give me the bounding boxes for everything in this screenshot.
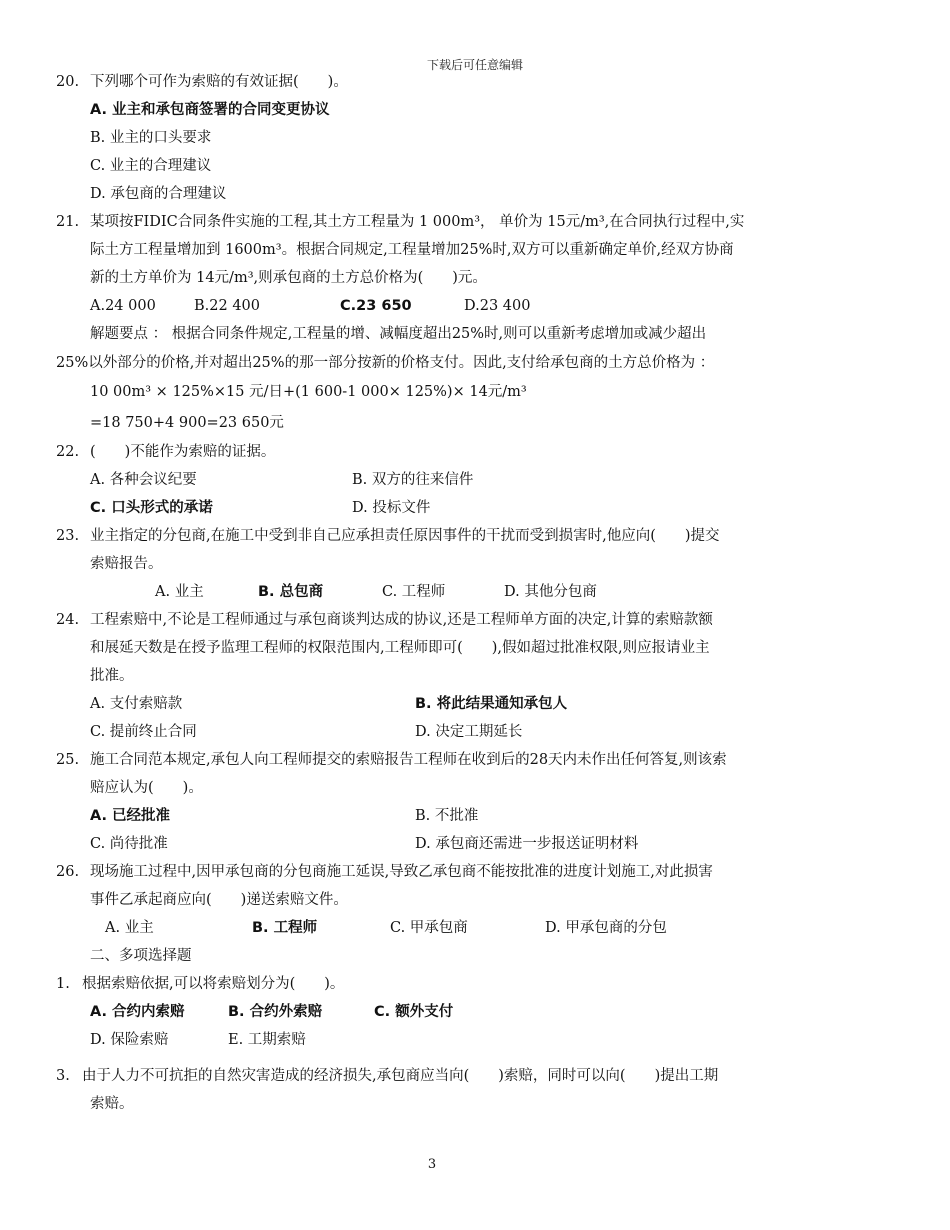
multi-question-3 (56, 1066, 718, 1086)
section-heading-multiple-choice: 二、多项选择题 (90, 948, 192, 964)
q24-option-c: C. 提前终止合同 (90, 724, 197, 740)
question-number: 25. (56, 752, 80, 768)
question-text-line-2: 赔应认为( )。 (90, 780, 203, 796)
question-22 (56, 442, 275, 462)
m1-option-a: A. 合约内索赔 (90, 1004, 185, 1020)
question-number: 26. (56, 864, 80, 880)
q21-option-b: B.22 400 (194, 298, 261, 314)
question-text-line-2: 和展延天数是在授予监理工程师的权限范围内,工程师即可( ),假如超过批准权限,则应报请业主 (90, 640, 710, 656)
multi-question-1 (56, 974, 344, 994)
q24-option-b: B. 将此结果通知承包人 (415, 696, 568, 712)
q23-option-a: A. 业主 (155, 584, 204, 600)
question-24 (56, 610, 713, 630)
q22-option-d: D. 投标文件 (352, 500, 431, 516)
explanation-result: =18 750+4 900=23 650元 (90, 415, 284, 431)
q20-option-c: C. 业主的合理建议 (90, 158, 212, 174)
question-text: ( )不能作为索赔的证据。 (90, 444, 276, 460)
question-text-line-2: 际土方工程量增加到 1600m³。根据合同规定,工程量增加25%时,双方可以重新确定单价,经双方协商 (90, 242, 734, 258)
question-text-line-2: 索赔报告。 (90, 556, 163, 572)
question-23 (56, 526, 720, 546)
q26-option-b: B. 工程师 (252, 920, 318, 936)
q21-option-d: D.23 400 (464, 298, 531, 314)
explanation-line-2: 25%以外部分的价格,并对超出25%的那一部分按新的价格支付。因此,支付给承包商的土方总价格为 ： (56, 355, 715, 371)
q20-option-a: A. 业主和承包商签署的合同变更协议 (90, 102, 330, 118)
q22-option-b: B. 双方的往来信件 (352, 472, 474, 488)
question-text: 根据索赔依据,可以将索赔划分为( )。 (82, 976, 345, 992)
q24-option-d: D. 决定工期延长 (415, 724, 523, 740)
m1-option-e: E. 工期索赔 (228, 1032, 306, 1048)
question-number: 3. (56, 1068, 70, 1084)
q26-option-c: C. 甲承包商 (390, 920, 468, 936)
question-number: 20. (56, 74, 80, 90)
question-20 (56, 72, 348, 92)
question-text-line-1: 业主指定的分包商,在施工中受到非自己应承担责任原因事件的干扰而受到损害时,他应向( )提交 (90, 528, 720, 544)
m1-option-d: D. 保险索赔 (90, 1032, 169, 1048)
q22-option-c: C. 口头形式的承诺 (90, 500, 213, 516)
q25-option-a: A. 已经批准 (90, 808, 171, 824)
q21-option-a: A.24 000 (90, 298, 156, 314)
q25-option-c: C. 尚待批准 (90, 836, 168, 852)
question-number: 22. (56, 444, 80, 460)
q21-option-c: C.23 650 (340, 298, 412, 314)
question-25 (56, 750, 727, 770)
question-number: 24. (56, 612, 80, 628)
question-number: 23. (56, 528, 80, 544)
q23-option-d: D. 其他分包商 (504, 584, 597, 600)
question-text-line-1: 施工合同范本规定,承包人向工程师提交的索赔报告工程师在收到后的28天内未作出任何答复,则该索 (90, 752, 727, 768)
question-text-line-3: 批准。 (90, 668, 134, 684)
q23-option-b: B. 总包商 (258, 584, 324, 600)
question-number: 21. (56, 214, 80, 230)
question-text-line-1: 某项按FIDIC合同条件实施的工程,其土方工程量为 1 000m³， 单价为 15元/m³,在合同执行过程中,实 (90, 214, 745, 230)
explanation-line-1: 解题要点 ： 根据合同条件规定,工程量的增、减幅度超出25%时,则可以重新考虑增加或减少超出 (90, 326, 707, 342)
q23-option-c: C. 工程师 (382, 584, 446, 600)
q20-option-d: D. 承包商的合理建议 (90, 186, 227, 202)
q20-option-b: B. 业主的口头要求 (90, 130, 212, 146)
q26-option-d: D. 甲承包商的分包 (545, 920, 667, 936)
q26-option-a: A. 业主 (105, 920, 154, 936)
question-21 (56, 212, 744, 232)
question-text-line-1: 工程索赔中,不论是工程师通过与承包商谈判达成的协议,还是工程师单方面的决定,计算的索赔款额 (90, 612, 713, 628)
q24-option-a: A. 支付索赔款 (90, 696, 183, 712)
q22-option-a: A. 各种会议纪要 (90, 472, 197, 488)
question-text-line-1: 由于人力不可抗拒的自然灾害造成的经济损失,承包商应当向( )索赔，同时可以向( )提出工期 (82, 1068, 719, 1084)
question-text-line-3: 新的土方单价为 14元/m³,则承包商的土方总价格为( )元。 (90, 270, 487, 286)
q25-option-d: D. 承包商还需进一步报送证明材料 (415, 836, 639, 852)
explanation-formula: 10 00m³ × 125%×15 元/日+(1 600-1 000× 125%)× 14元/m³ (90, 384, 527, 400)
m1-option-b: B. 合约外索赔 (228, 1004, 323, 1020)
header-note: 下载后可任意编辑 (426, 58, 523, 72)
question-text-line-2: 索赔。 (90, 1096, 134, 1112)
question-26 (56, 862, 713, 882)
question-text-line-1: 现场施工过程中,因甲承包商的分包商施工延误,导致乙承包商不能按批准的进度计划施工,对此损害 (90, 864, 713, 880)
question-number: 1. (56, 976, 70, 992)
page-number: 3 (427, 1157, 437, 1172)
m1-option-c: C. 额外支付 (374, 1004, 454, 1020)
question-text-line-2: 事件乙承起商应向( )递送索赔文件。 (90, 892, 348, 908)
question-text: 下列哪个可作为索赔的有效证据( )。 (90, 74, 348, 90)
q25-option-b: B. 不批准 (415, 808, 479, 824)
